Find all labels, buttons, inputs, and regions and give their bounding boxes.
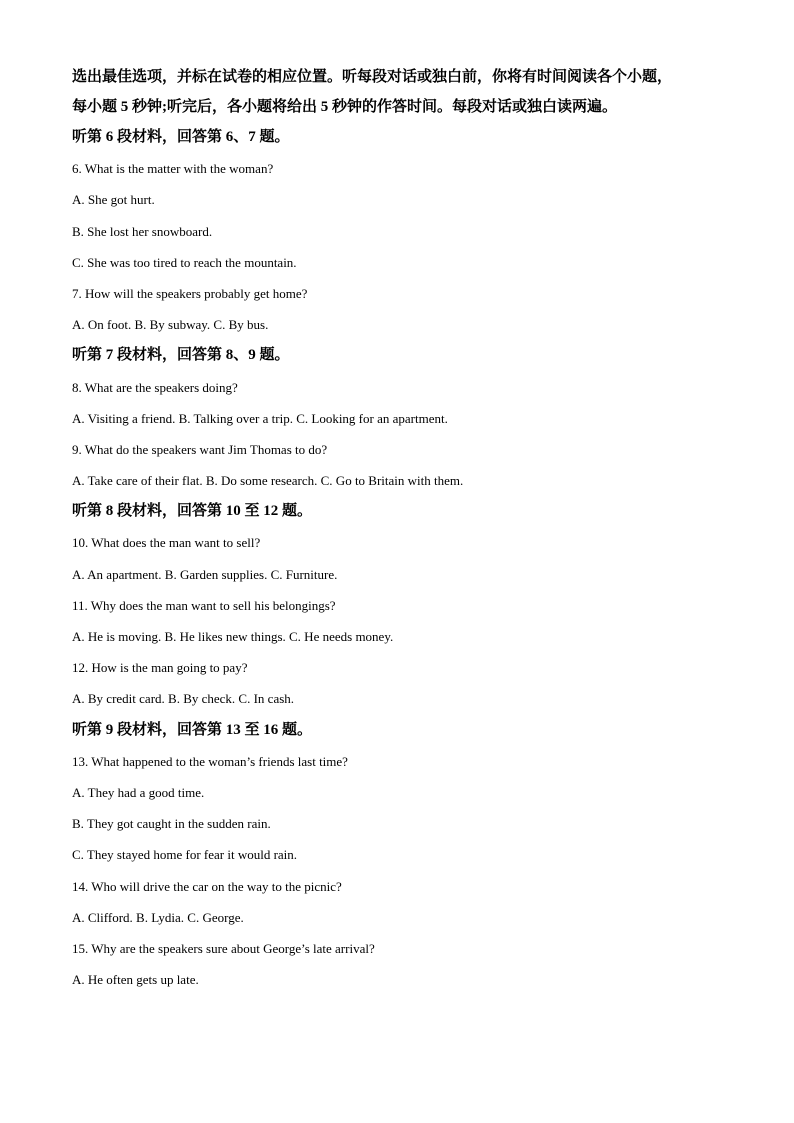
instruction-line-1: 选出最佳选项，并标在试卷的相应位置。听每段对话或独白前，你将有时间阅读各个小题，	[72, 69, 673, 85]
question-13-option-b: B. They got caught in the sudden rain.	[72, 816, 271, 832]
question-7: 7. How will the speakers probably get home?	[72, 285, 308, 301]
section-heading-9: 听第 9 段材料，回答第 13 至 16 题。	[72, 721, 313, 738]
question-8: 8. What are the speakers doing?	[72, 379, 238, 395]
question-13-option-a: A. They had a good time.	[72, 784, 205, 800]
question-6-option-c: C. She was too tired to reach the mountain.	[72, 254, 297, 270]
question-9: 9. What do the speakers want Jim Thomas to do?	[72, 441, 328, 457]
question-12-options: A. By credit card. B. By check. C. In cash.	[72, 691, 295, 707]
question-7-options: A. On foot. B. By subway. C. By bus.	[72, 317, 269, 333]
question-11-options: A. He is moving. B. He likes new things. C. He needs money.	[72, 629, 394, 644]
section-heading-8: 听第 8 段材料，回答第 10 至 12 题。	[72, 503, 313, 520]
question-9-options: A. Take care of their flat. B. Do some research. C. Go to Britain with them.	[72, 473, 464, 489]
question-14: 14. Who will drive the car on the way to the picnic?	[72, 878, 342, 894]
exam-page	[72, 62, 732, 995]
question-12: 12. How is the man going to pay?	[72, 660, 248, 676]
section-heading-6: 听第 6 段材料，回答第 6、7 题。	[72, 129, 290, 145]
question-11: 11. Why does the man want to sell his belongings?	[72, 597, 336, 613]
question-15-option-a: A. He often gets up late.	[72, 972, 199, 988]
question-13: 13. What happened to the woman’s friends last time?	[72, 753, 348, 769]
question-8-options: A. Visiting a friend. B. Talking over a trip. C. Looking for an apartment.	[72, 410, 448, 426]
question-6-option-a: A. She got hurt.	[72, 192, 155, 208]
question-10: 10. What does the man want to sell?	[72, 535, 261, 551]
section-heading-7: 听第 7 段材料，回答第 8、9 题。	[72, 347, 290, 364]
question-14-options: A. Clifford. B. Lydia. C. George.	[72, 909, 244, 925]
question-list	[72, 122, 732, 995]
question-13-option-c: C. They stayed home for fear it would rain.	[72, 847, 298, 863]
question-6-option-b: B. She lost her snowboard.	[72, 223, 213, 239]
question-15: 15. Why are the speakers sure about George’s late arrival?	[72, 940, 375, 956]
question-6: 6. What is the matter with the woman?	[72, 161, 274, 177]
question-10-options: A. An apartment. B. Garden supplies. C. Furniture.	[72, 566, 338, 582]
instruction-line-2: 每小题 5 秒钟;听完后，各小题将给出 5 秒钟的作答时间。每段对话或独白读两遍。	[72, 99, 617, 115]
